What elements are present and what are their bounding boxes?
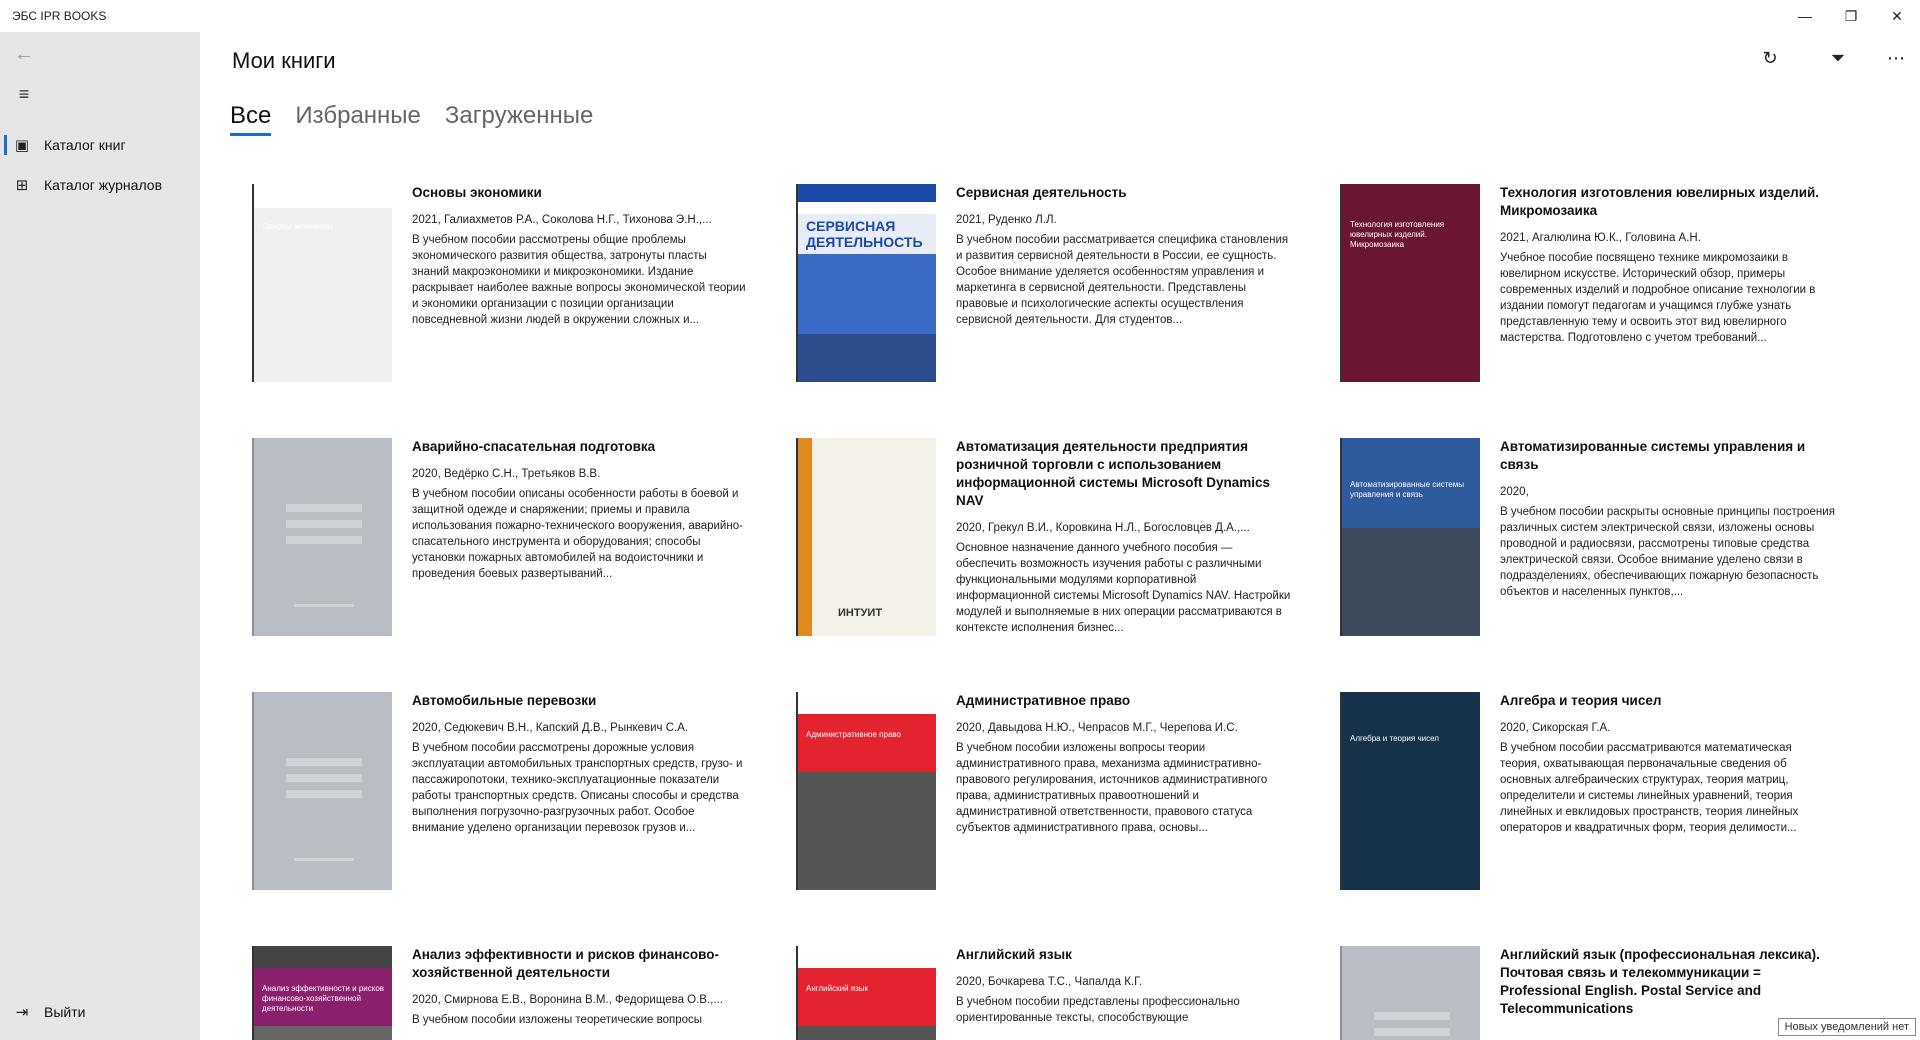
logout-icon: ⇥ — [15, 1004, 29, 1021]
main-content — [200, 32, 1920, 1040]
book-description: В учебном пособии описаны особенности работы в боевой и защитной одежде и снаряжении; приемы и правила использования пожарно-технического вооружения, аварийно-спасательного инструмента и оборудования; способы установки пожарных автомобилей на водоисточники и проведения боевых развертываний... — [412, 488, 743, 580]
book-description: В учебном пособии представлены профессионально ориентированные тексты, способствующие — [956, 996, 1240, 1024]
book-icon: ▣ — [14, 137, 30, 154]
sidebar-item-journal-catalog[interactable] — [0, 165, 200, 205]
placeholder-bar — [286, 758, 362, 766]
book-info — [956, 438, 1291, 636]
book-description: В учебном пособии рассмотрены общие проблемы экономического развития общества, затронуты пласты знаний макроэкономики и микроэкономики. Издание раскрывает наиболее важные вопросы экономической теории и экономики организации с позиции организации повседневной жизни людей в окружении сложных и... — [412, 234, 746, 326]
book-title[interactable]: Английский язык (профессиональная лексика). Почтовая связь и телекоммуникации = Professional English. Postal Service and Telecommunications — [1500, 947, 1820, 1016]
book-description: В учебном пособии изложены теоретические вопросы — [412, 1014, 703, 1026]
book-cover-image[interactable] — [796, 438, 936, 636]
book-title[interactable]: Аварийно-спасательная подготовка — [412, 439, 656, 454]
book-cover-image[interactable] — [796, 692, 936, 890]
journal-icon: ⊞ — [15, 177, 29, 194]
book-title[interactable]: Основы экономики — [412, 185, 542, 200]
sidebar-item-logout[interactable] — [0, 992, 200, 1032]
book-title[interactable]: Административное право — [956, 693, 1131, 708]
book-card[interactable] — [796, 184, 1296, 404]
book-info — [412, 692, 747, 836]
book-meta: 2020, Давыдова Н.Ю., Чепрасов М.Г., Черепова И.С. — [956, 722, 1238, 734]
filter-icon[interactable]: ⏷ — [1830, 47, 1846, 68]
book-cover-image[interactable] — [252, 692, 392, 890]
book-meta: 2021, Галиахметов Р.А., Соколова Н.Г., Тихонова Э.Н.,... — [412, 214, 712, 226]
book-cover-image[interactable] — [1340, 692, 1480, 890]
book-meta: 2020, Смирнова Е.В., Воронина В.М., Федорищева О.В.,... — [412, 994, 723, 1006]
book-meta: 2020, Ведёрко С.Н., Третьяков В.В. — [412, 468, 601, 480]
tab-downloaded[interactable]: Загруженные — [444, 102, 594, 129]
book-description: В учебном пособии изложены вопросы теории административного права, механизма административно-правового регулирования, источников административного права, административных правоотношений и административной ответственности, правового статуса субъектов административного права, основы... — [956, 742, 1268, 834]
book-description: Основное назначение данного учебного пособия — обеспечить возможность изучения работы с различными функциональными модулями корпоративной информационной системы Microsoft Dynamics NAV. Настройки модулей и выполняемые в них операции рассматриваются в контексте исполнения бизнес... — [956, 542, 1291, 634]
book-title[interactable]: Автомобильные перевозки — [412, 693, 597, 708]
book-description: В учебном пособии рассматривается специфика становления и развития сервисной деятельности в России, ее сущность. Особое внимание уделяется особенностям управления и маркетинга в сервисной деятельности. Представлены правовые и психологические аспекты осуществления сервисной деятельности. Для студентов... — [956, 234, 1289, 326]
book-cover-image[interactable] — [252, 946, 392, 1040]
placeholder-bar — [294, 604, 354, 607]
sidebar — [0, 32, 200, 1040]
book-info — [1500, 184, 1835, 346]
book-meta: 2021, Руденко Л.Л. — [956, 214, 1057, 226]
book-title[interactable]: Сервисная деятельность — [956, 185, 1127, 200]
sidebar-item-label: Каталог журналов — [44, 177, 163, 193]
back-arrow-icon[interactable]: ← — [14, 42, 34, 65]
book-cover-image[interactable] — [252, 438, 392, 636]
book-cover-image[interactable] — [1340, 946, 1480, 1040]
book-title[interactable]: Технология изготовления ювелирных изделий. Микромозаика — [1500, 185, 1820, 218]
book-info — [412, 438, 747, 582]
page-title: Мои книги — [232, 48, 336, 73]
book-meta: 2020, — [1500, 486, 1529, 498]
book-card[interactable] — [1340, 946, 1840, 1040]
book-meta: 2020, Сикорская Г.А. — [1500, 722, 1611, 734]
book-card[interactable] — [252, 692, 752, 912]
book-title[interactable]: Английский язык — [956, 947, 1072, 962]
book-cover-image[interactable] — [252, 184, 392, 382]
book-title[interactable]: Алгебра и теория чисел — [1500, 693, 1662, 708]
cover-title-text: Административное право — [806, 730, 902, 739]
book-info — [956, 946, 1291, 1026]
book-meta: 2021, Агалюлина Ю.К., Головина А.Н. — [1500, 232, 1701, 244]
placeholder-bar — [286, 536, 362, 544]
tab-all[interactable]: Все — [230, 102, 271, 136]
book-meta: 2020, Седюкевич В.Н., Капский Д.В., Рынкевич С.А. — [412, 722, 689, 734]
book-title[interactable]: Автоматизированные системы управления и связь — [1500, 439, 1806, 472]
tab-favorites[interactable]: Избранные — [295, 102, 421, 129]
book-card[interactable] — [252, 438, 752, 658]
book-title[interactable]: Автоматизация деятельности предприятия розничной торговли с использованием информационной системы Microsoft Dynamics NAV — [956, 439, 1270, 508]
app-title: ЭБС IPR BOOKS — [12, 9, 107, 23]
refresh-icon[interactable]: ↻ — [1762, 47, 1778, 68]
book-description: В учебном пособии рассматриваются математическая теория, охватывающая первоначальные сведения об основных алгебраических структурах, теория матриц, определители и системы линейных уравнений, теория линейных и евклидовых пространств, теория линейных операторов и квадратичных форм, теория делимости... — [1500, 742, 1799, 834]
restore-button[interactable]: ❐ — [1844, 7, 1858, 24]
book-info — [1500, 438, 1835, 600]
book-meta: 2020, Бочкарева Т.С., Чапалда К.Г. — [956, 976, 1143, 988]
tab-bar — [230, 102, 593, 136]
sidebar-item-label: Выйти — [44, 1004, 86, 1020]
book-info — [956, 692, 1291, 836]
book-info — [412, 946, 747, 1028]
minimize-button[interactable]: — — [1798, 8, 1812, 24]
cover-title-text: Английский язык — [806, 984, 869, 993]
book-card[interactable] — [796, 692, 1296, 912]
book-cover-image[interactable] — [1340, 438, 1480, 636]
sidebar-item-label: Каталог книг — [44, 137, 126, 153]
notification-toast: Новых уведомлений нет — [1778, 1018, 1916, 1036]
book-meta: 2020, Грекул В.И., Коровкина Н.Л., Богословцев Д.А.,... — [956, 522, 1250, 534]
book-card[interactable] — [252, 946, 752, 1040]
book-card[interactable] — [252, 184, 752, 404]
book-title[interactable]: Анализ эффективности и рисков финансово-хозяйственной деятельности — [412, 947, 720, 980]
book-cover-image[interactable] — [1340, 184, 1480, 382]
book-cover-image[interactable] — [796, 946, 936, 1040]
book-description: В учебном пособии рассмотрены дорожные условия эксплуатации автомобильных транспортных средств, грузо- и пассажиропотоки, технико-эксплуатационные показатели работы транспортных средств. Описаны способы и средства выполнения погрузочно-разгрузочных работ. Особое внимание уделено организации перевозок грузов и... — [412, 742, 743, 834]
book-card[interactable] — [1340, 692, 1840, 912]
cover-title-text: Алгебра и теория чисел — [1350, 734, 1439, 743]
cover-title-text: ИНТУИТ — [838, 607, 883, 619]
book-info — [412, 184, 747, 328]
book-card[interactable] — [1340, 438, 1840, 658]
hamburger-menu-icon[interactable]: ≡ — [18, 83, 30, 104]
placeholder-bar — [1374, 1012, 1450, 1020]
cover-title-text: Анализ эффективности и рисков финансово-хозяйственной деятельности — [262, 984, 385, 1013]
book-cover-image[interactable] — [796, 184, 936, 382]
book-info — [1500, 692, 1835, 836]
more-options-icon[interactable]: ⋯ — [1887, 47, 1905, 68]
cover-title-text: Основы экономики — [262, 222, 333, 231]
close-button[interactable]: ✕ — [1891, 7, 1903, 24]
placeholder-bar — [286, 504, 362, 512]
book-info — [956, 184, 1291, 328]
book-description: Учебное пособие посвящено технике микромозаики в ювелирном искусстве. Исторический обзор, примеры современных изделий и подробное описание технологии в издании помогут педагогам и учащимся глубже узнать представленную тему и освоить этот вид ювелирного мастерства. Подготовлено с учетом требований... — [1500, 252, 1816, 344]
book-description: В учебном пособии раскрыты основные принципы построения различных систем электрической связи, изложены основы проводной и радиосвязи, рассмотрены типовые средства электрической связи. Особое внимание уделено связи в подразделениях, обеспечивающих пожарную безопасность объектов и населенных пунктов,... — [1500, 506, 1835, 598]
book-card[interactable] — [796, 946, 1296, 1040]
sidebar-item-book-catalog[interactable] — [0, 125, 200, 165]
placeholder-bar — [286, 520, 362, 528]
cover-title-text: Автоматизированные системы управления и связь — [1350, 480, 1464, 499]
placeholder-bar — [286, 774, 362, 782]
book-card[interactable] — [1340, 184, 1840, 404]
placeholder-bar — [286, 790, 362, 798]
placeholder-bar — [1374, 1028, 1450, 1036]
title-bar — [0, 0, 1920, 32]
cover-title-text: СЕРВИСНАЯ ДЕЯТЕЛЬНОСТЬ — [806, 218, 923, 250]
book-card[interactable] — [796, 438, 1296, 658]
book-info — [1500, 946, 1835, 1028]
placeholder-bar — [294, 858, 354, 861]
cover-title-text: Технология изготовления ювелирных изделий. Микромозаика — [1350, 220, 1445, 249]
